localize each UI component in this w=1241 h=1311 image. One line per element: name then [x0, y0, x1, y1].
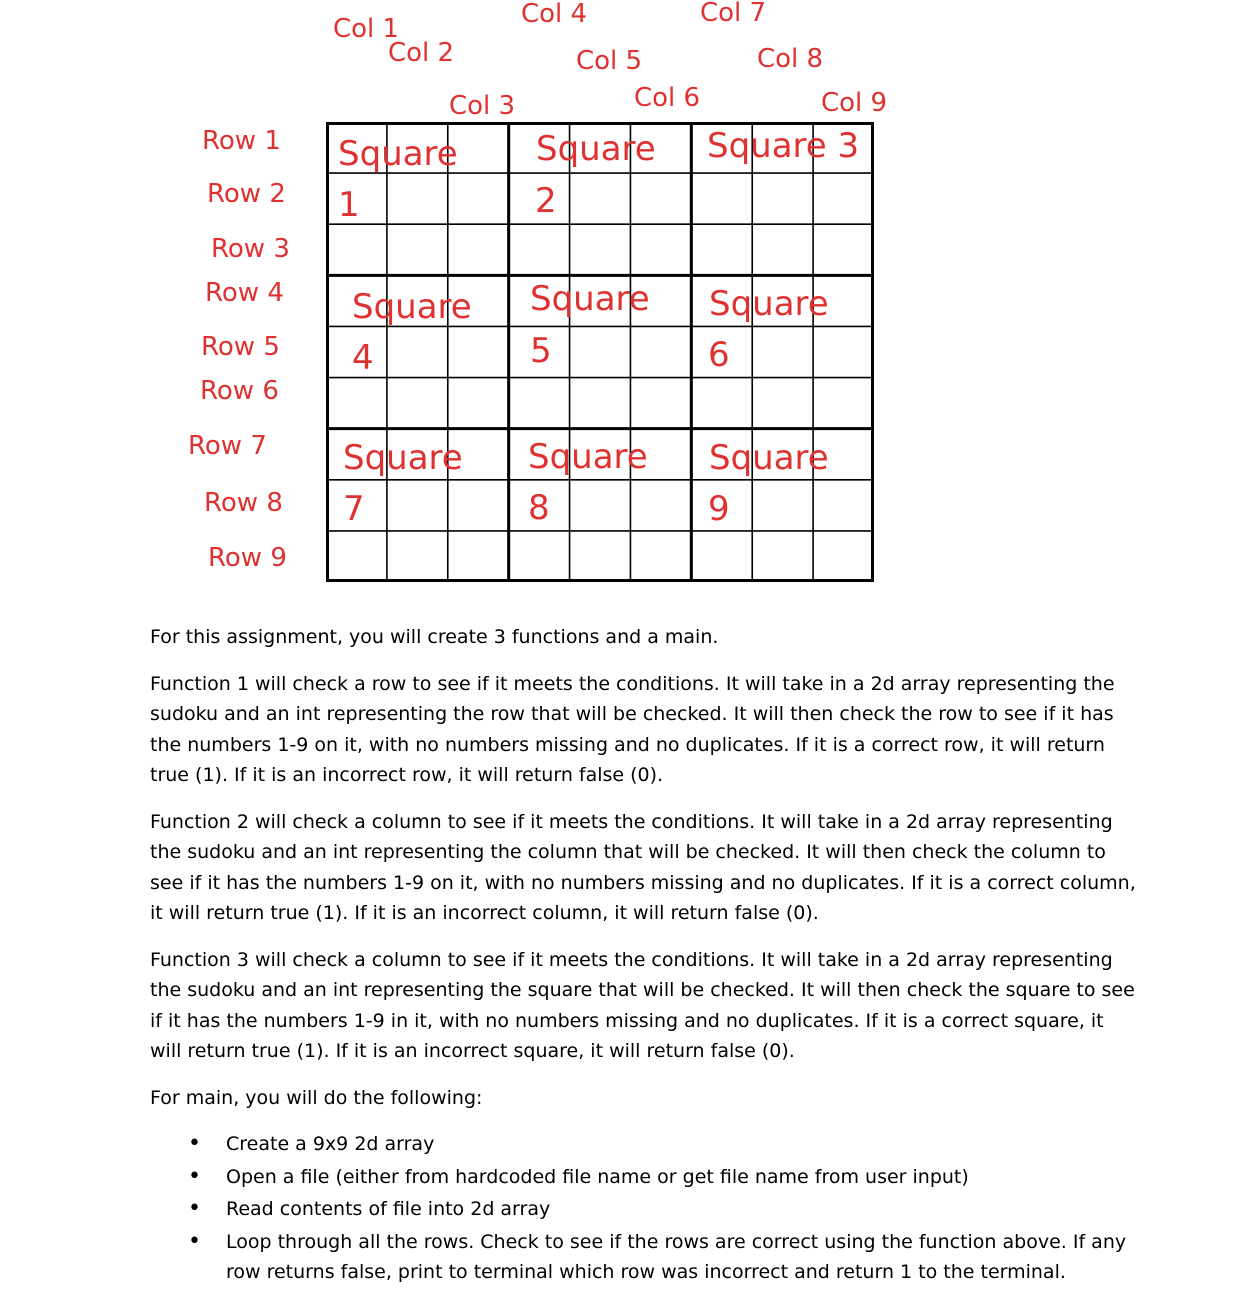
col-label-2: Col 2	[388, 38, 455, 68]
list-item	[150, 1162, 1140, 1193]
sudoku-grid-lines	[326, 122, 874, 582]
square-2-word: Square	[536, 129, 656, 169]
square-8-number: 8	[528, 488, 550, 528]
square-5-number: 5	[530, 331, 552, 371]
list-item	[150, 1227, 1140, 1288]
square-7-number: 7	[343, 489, 365, 529]
list-item-text: Read contents of file into 2d array	[226, 1198, 551, 1220]
col-label-8: Col 8	[757, 44, 824, 74]
bullet-icon: •	[188, 1163, 201, 1189]
col-label-7: Col 7	[700, 0, 767, 28]
row-label-9: Row 9	[208, 543, 287, 573]
square-9-word: Square	[709, 438, 829, 478]
list-item	[150, 1194, 1140, 1225]
list-item-text: Create a 9x9 2d array	[226, 1133, 435, 1155]
bullet-icon: •	[188, 1228, 201, 1254]
col-label-9: Col 9	[821, 88, 888, 118]
col-label-3: Col 3	[449, 91, 516, 121]
square-4-number: 4	[352, 338, 374, 378]
row-label-6: Row 6	[200, 376, 279, 406]
main-steps-list	[150, 1129, 1140, 1288]
main-intro-paragraph: For main, you will do the following:	[150, 1086, 483, 1109]
square-7-word: Square	[343, 438, 463, 478]
function-2-paragraph: Function 2 will check a column to see if it meets the conditions. It will take in a 2d array representing the sudoku and an int representing the column that will be checked. It will then check the column to see if it has the numbers 1-9 on it, with no numbers missing and no duplicates. If it is a correct column, it will return true (1). If it is an incorrect column, it will return false (0).	[150, 810, 1136, 924]
function-1-paragraph: Function 1 will check a row to see if it meets the conditions. It will take in a 2d array representing the sudoku and an int representing the row that will be checked. It will then check the row to see if it has the numbers 1-9 on it, with no numbers missing and no duplicates. If it is a correct row, it will return true (1). If it is an incorrect row, it will return false (0).	[150, 672, 1115, 786]
function-3-paragraph: Function 3 will check a column to see if it meets the conditions. It will take in a 2d array representing the sudoku and an int representing the square that will be checked. It will then check the square to see if it has the numbers 1-9 in it, with no numbers missing and no duplicates. If it is a correct square, it will return true (1). If it is an incorrect square, it will return false (0).	[150, 948, 1135, 1062]
assignment-text	[150, 622, 1140, 1290]
square-6-word: Square	[709, 284, 829, 324]
row-label-4: Row 4	[205, 278, 284, 308]
square-8-word: Square	[528, 437, 648, 477]
row-label-1: Row 1	[202, 126, 281, 156]
square-1-word: Square	[338, 134, 458, 174]
square-9-number: 9	[708, 489, 730, 529]
row-label-2: Row 2	[207, 179, 286, 209]
col-label-5: Col 5	[576, 46, 643, 76]
col-label-1: Col 1	[333, 14, 400, 44]
row-label-8: Row 8	[204, 488, 283, 518]
square-4-word: Square	[352, 287, 472, 327]
square-3-word: Square 3	[707, 126, 860, 166]
square-1-number: 1	[338, 185, 360, 225]
col-label-6: Col 6	[634, 83, 701, 113]
col-label-4: Col 4	[521, 0, 588, 29]
list-item-text: Loop through all the rows. Check to see if the rows are correct using the function above. If any row returns false, print to terminal which row was incorrect and return 1 to the terminal.	[226, 1230, 1127, 1283]
row-label-7: Row 7	[188, 431, 267, 461]
intro-paragraph: For this assignment, you will create 3 functions and a main.	[150, 626, 719, 648]
square-5-word: Square	[530, 279, 650, 319]
row-label-3: Row 3	[211, 234, 290, 264]
square-2-number: 2	[535, 181, 557, 221]
list-item	[150, 1129, 1140, 1160]
list-item-text: Open a file (either from hardcoded file name or get file name from user input)	[226, 1165, 969, 1188]
row-label-5: Row 5	[201, 332, 280, 362]
bullet-icon: •	[188, 1196, 201, 1221]
sudoku-grid	[326, 122, 874, 582]
square-6-number: 6	[708, 335, 730, 375]
bullet-icon: •	[188, 1131, 201, 1156]
